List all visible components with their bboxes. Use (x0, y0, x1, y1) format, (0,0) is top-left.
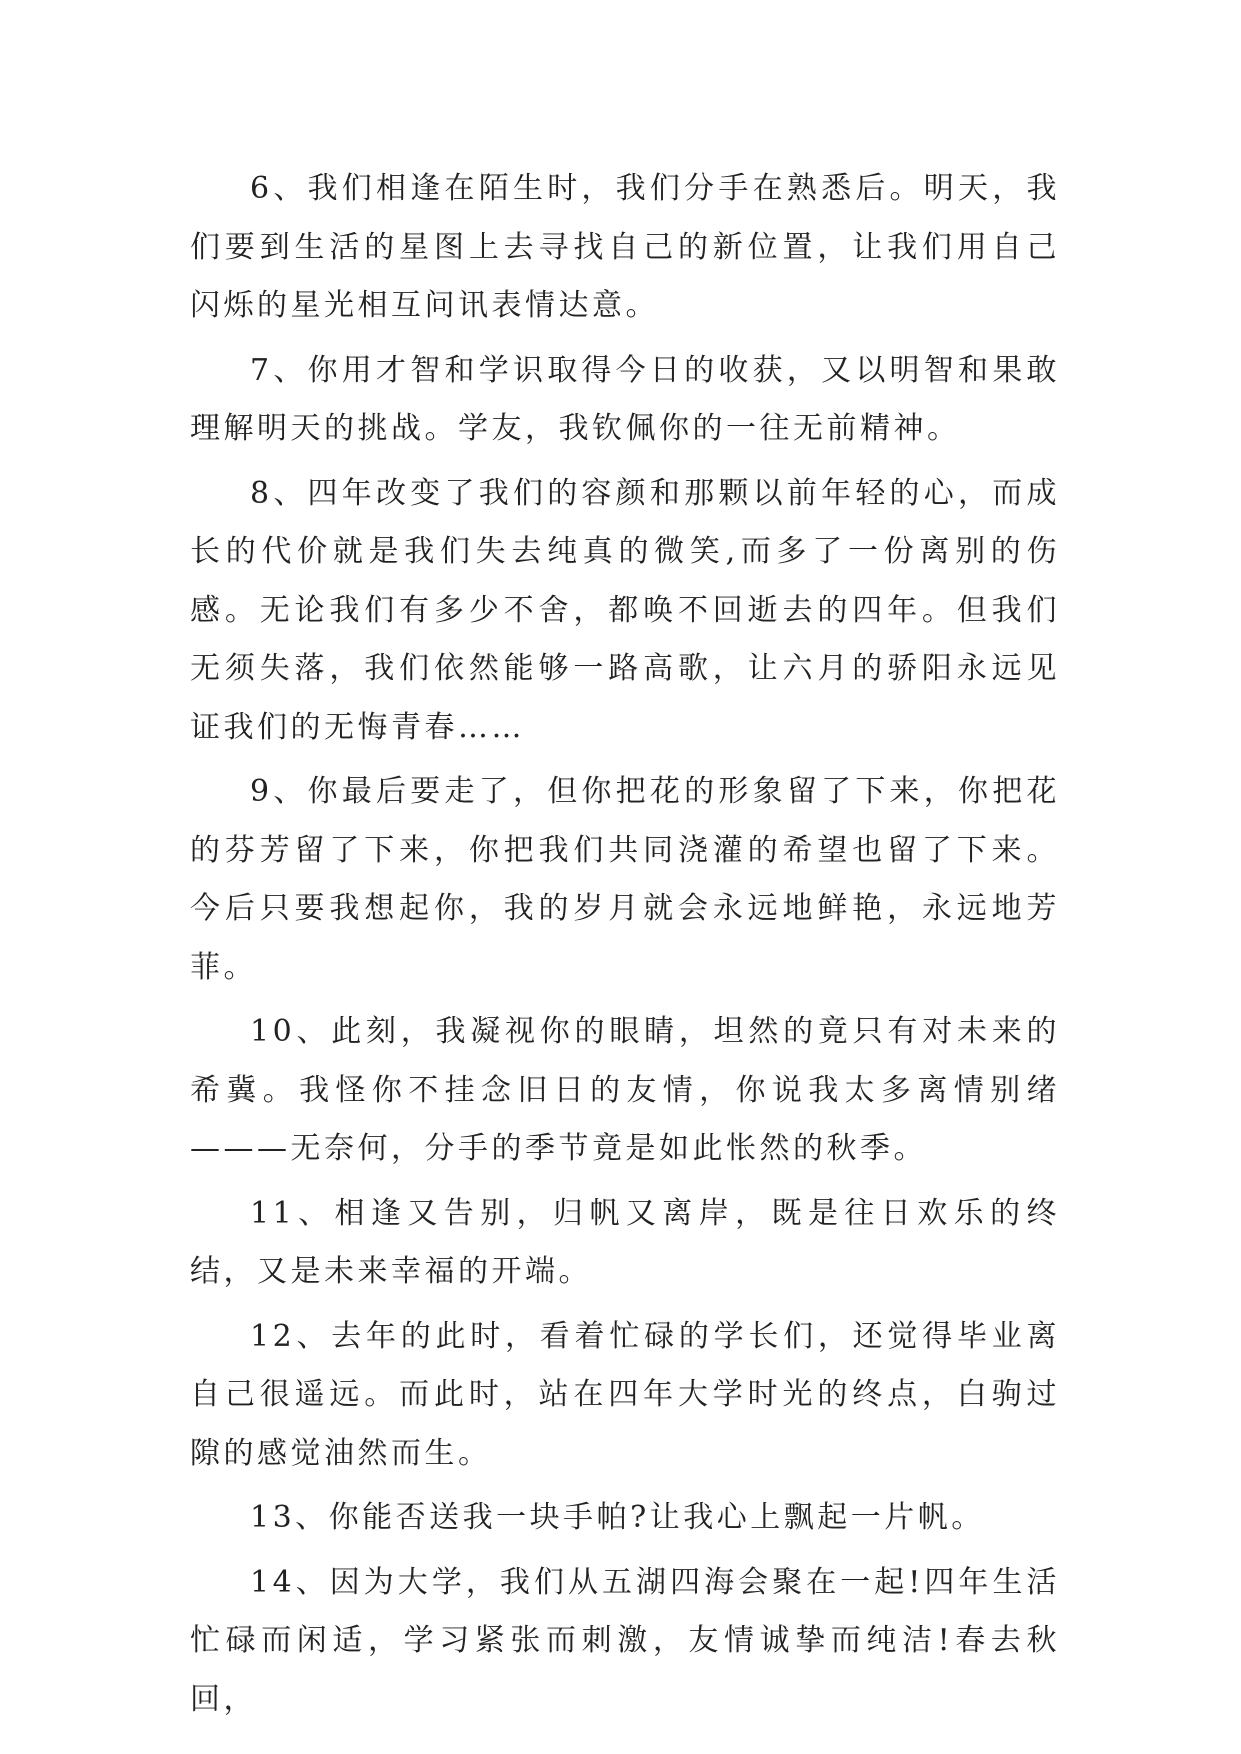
paragraph-10: 10、此刻，我凝视你的眼睛，坦然的竟只有对未来的希冀。我怪你不挂念旧日的友情，你说我太多离情别绪———无奈何，分手的季节竟是如此怅然的秋季。 (190, 1014, 1060, 1166)
paragraph-12: 12、去年的此时，看着忙碌的学长们，还觉得毕业离自己很遥远。而此时，站在四年大学时光的终点，白驹过隙的感觉油然而生。 (190, 1318, 1060, 1471)
paragraph-13: 13、你能否送我一块手帕?让我心上飘起一片帆。 (250, 1500, 985, 1535)
paragraph-8: 8、四年改变了我们的容颜和那颗以前年轻的心，而成长的代价就是我们失去纯真的微笑,而多了一份离别的伤感。无论我们有多少不舍，都唤不回逝去的四年。但我们无须失落，我们依然能够一路高歌，让六月的骄阳永远见证我们的无悔青春…… (190, 475, 1060, 745)
paragraph-6: 6、我们相逢在陌生时，我们分手在熟悉后。明天，我们要到生活的星图上去寻找自己的新位置，让我们用自己闪烁的星光相互问讯表情达意。 (190, 171, 1060, 323)
paragraph-7: 7、你用才智和学识取得今日的收获，又以明智和果敢理解明天的挑战。学友，我钦佩你的一往无前精神。 (190, 352, 1060, 446)
paragraph-9: 9、你最后要走了，但你把花的形象留了下来，你把花的芬芳留了下来，你把我们共同浇灌的希望也留了下来。今后只要我想起你，我的岁月就会永远地鲜艳，永远地芳菲。 (190, 774, 1060, 985)
paragraph-14: 14、因为大学，我们从五湖四海会聚在一起!四年生活忙碌而闲适，学习紧张而刺激，友情诚挚而纯洁!春去秋回， (190, 1564, 1060, 1717)
paragraph-11: 11、相逢又告别，归帆又离岸，既是往日欢乐的终结，又是未来幸福的开端。 (190, 1195, 1060, 1289)
document-body (190, 160, 1060, 1735)
